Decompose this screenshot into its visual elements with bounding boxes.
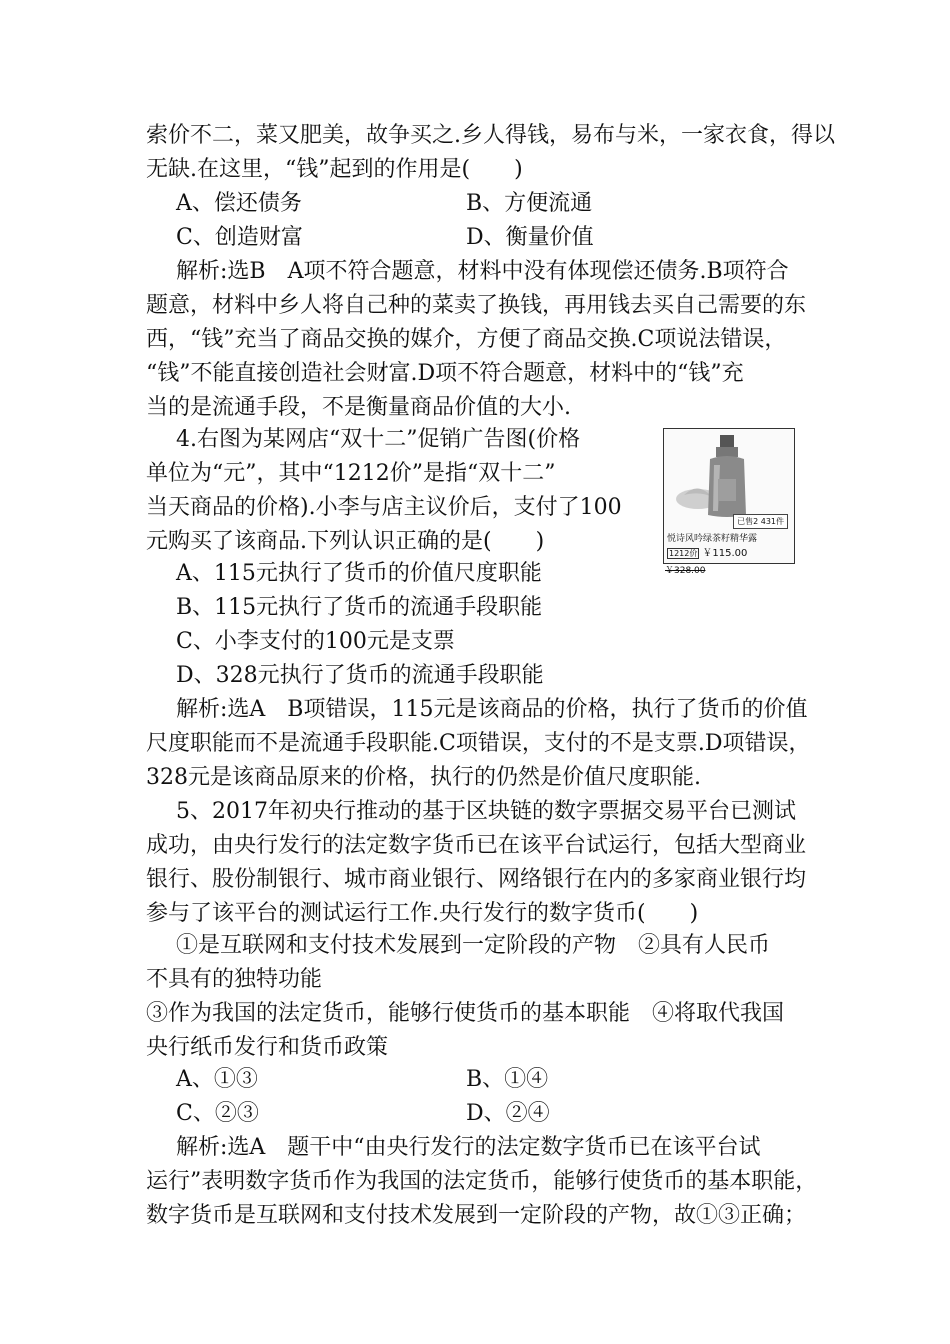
text-line: 尺度职能而不是流通手段职能.C项错误，支付的不是支票.D项错误， — [146, 731, 811, 756]
text-line: 央行纸币发行和货币政策 — [146, 1035, 389, 1060]
text-line: 解析:选B A项不符合题意，材料中没有体现偿还债务.B项符合 — [176, 259, 789, 284]
text-line: 参与了该平台的测试运行工作.央行发行的数字货币( ) — [146, 901, 699, 926]
original-price: ￥328.00 — [665, 566, 706, 576]
text-line: ①是互联网和支付技术发展到一定阶段的产物 ②具有人民币 — [176, 933, 771, 958]
option-d: D、衡量价值 — [466, 225, 594, 250]
text-line: 索价不二，菜又肥美，故争买之.乡人得钱，易布与米，一家衣食，得以 — [146, 123, 835, 148]
text-line: “钱”不能直接创造社会财富.D项不符合题意，材料中的“钱”充 — [146, 361, 744, 386]
text-line: 成功，由央行发行的法定数字货币已在该平台试运行，包括大型商业 — [146, 833, 807, 858]
text-line: 银行、股份制银行、城市商业银行、网络银行在内的多家商业银行均 — [146, 867, 807, 892]
text-line: 328元是该商品原来的价格，执行的仍然是价值尺度职能. — [146, 765, 701, 790]
text-line: 不具有的独特功能 — [146, 967, 323, 992]
option-b: B、方便流通 — [466, 191, 593, 216]
product-bottle-icon — [664, 429, 794, 521]
option-b: B、115元执行了货币的流通手段职能 — [176, 595, 543, 620]
text-line: ③作为我国的法定货币，能够行使货币的基本职能 ④将取代我国 — [146, 1001, 785, 1026]
promo-ad-image — [663, 428, 795, 564]
text-line: 当天商品的价格).小李与店主议价后，支付了100 — [146, 495, 622, 520]
option-c: C、小李支付的100元是支票 — [176, 629, 455, 654]
price-tag: 1212价 — [669, 549, 698, 558]
option-a: A、①③ — [176, 1067, 258, 1092]
option-a: A、115元执行了货币的价值尺度职能 — [176, 561, 542, 586]
product-name: 悦诗风吟绿茶籽精华露 — [667, 534, 758, 544]
option-b: B、①④ — [466, 1067, 549, 1092]
sale-price: ￥115.00 — [702, 548, 748, 559]
option-a: A、偿还债务 — [176, 191, 302, 216]
text-line: 西，“钱”充当了商品交换的媒介，方便了商品交换.C项说法错误， — [146, 327, 787, 352]
text-line: 单位为“元”，其中“1212价”是指“双十二” — [146, 461, 556, 486]
sold-count-badge: 已售2 431件 — [733, 514, 788, 529]
question-5: 5、2017年初央行推动的基于区块链的数字票据交易平台已测试 — [176, 799, 796, 824]
option-d: D、②④ — [466, 1101, 550, 1126]
text-line: 题意，材料中乡人将自己种的菜卖了换钱，再用钱去买自己需要的东 — [146, 293, 807, 318]
text-line: 解析:选A B项错误，115元是该商品的价格，执行了货币的价值 — [176, 697, 808, 722]
price-row — [667, 544, 747, 559]
text-line: 元购买了该商品.下列认识正确的是( ) — [146, 529, 545, 554]
option-c: C、②③ — [176, 1101, 259, 1126]
text-line: 运行”表明数字货币作为我国的法定货币，能够行使货币的基本职能， — [146, 1169, 818, 1194]
text-line: 无缺.在这里，“钱”起到的作用是( ) — [146, 157, 523, 182]
text-line: 数字货币是互联网和支付技术发展到一定阶段的产物，故①③正确； — [146, 1203, 807, 1228]
text-line: 解析:选A 题干中“由央行发行的法定数字货币已在该平台试 — [176, 1135, 761, 1160]
option-c: C、创造财富 — [176, 225, 303, 250]
option-d: D、328元执行了货币的流通手段职能 — [176, 663, 544, 688]
question-4: 4.右图为某网店“双十二”促销广告图(价格 — [176, 427, 581, 452]
text-line: 当的是流通手段，不是衡量商品价值的大小. — [146, 395, 571, 420]
